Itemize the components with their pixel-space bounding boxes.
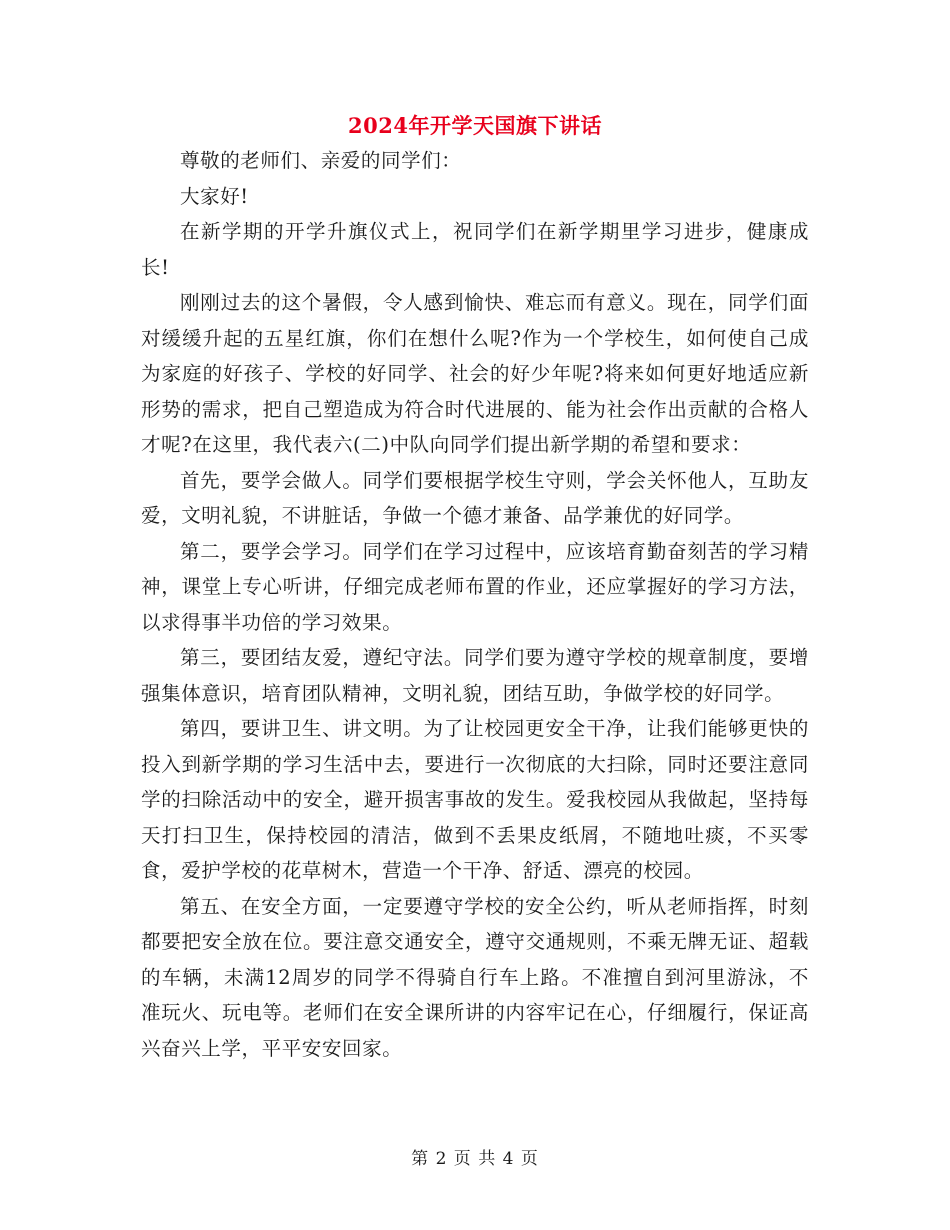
page-number: 第 2 页 共 4 页 (411, 1149, 539, 1169)
paragraph: 在新学期的开学升旗仪式上，祝同学们在新学期里学习进步，健康成长! (141, 220, 809, 279)
paragraph: 刚刚过去的这个暑假，令人感到愉快、难忘而有意义。现在，同学们面对缓缓升起的五星红旗，你们在想什么呢?作为一个学校生，如何使自己成为家庭的好孩子、学校的好同学、社会的好少年呢?将来如何更好地适应新形势的需求，把自己塑造成为符合时代进展的、能为社会作出贡献的合格人才呢?在这里，我代表六(二)中队向同学们提出新学期的希望和要求： (141, 291, 809, 456)
paragraph: 首先，要学会做人。同学们要根据学校生守则，学会关怀他人，互助友爱，文明礼貌，不讲脏话，争做一个德才兼备、品学兼优的好同学。 (141, 468, 809, 527)
paragraph: 第四，要讲卫生、讲文明。为了让校园更安全干净，让我们能够更快的投入到新学期的学习生活中去，要进行一次彻底的大扫除，同时还要注意同学的扫除活动中的安全，避开损害事故的发生。爱我校园从我做起，坚持每天打扫卫生，保持校园的清洁，做到不丢果皮纸屑，不随地吐痰，不买零食，爱护学校的花草树木，营造一个干净、舒适、漂亮的校园。 (141, 717, 809, 882)
document-body (141, 143, 809, 1066)
paragraph: 第二，要学会学习。同学们在学习过程中，应该培育勤奋刻苦的学习精神，课堂上专心听讲，仔细完成老师布置的作业，还应掌握好的学习方法，以求得事半功倍的学习效果。 (141, 539, 809, 634)
paragraph: 第五、在安全方面，一定要遵守学校的安全公约，听从老师指挥，时刻都要把安全放在位。要注意交通安全，遵守交通规则，不乘无牌无证、超载的车辆，未满12周岁的同学不得骑自行车上路。不准擅自到河里游泳，不准玩火、玩电等。老师们在安全课所讲的内容牢记在心，仔细履行，保证高兴奋兴上学，平平安安回家。 (141, 894, 809, 1060)
greeting: 大家好! (180, 184, 249, 208)
salutation: 尊敬的老师们、亲爱的同学们： (180, 149, 462, 172)
document-title: 2024年开学天国旗下讲话 (348, 113, 602, 138)
paragraph: 第三，要团结友爱，遵纪守法。同学们要为遵守学校的规章制度，要增强集体意识，培育团队精神，文明礼貌，团结互助，争做学校的好同学。 (141, 646, 809, 705)
page-footer (0, 1144, 950, 1169)
